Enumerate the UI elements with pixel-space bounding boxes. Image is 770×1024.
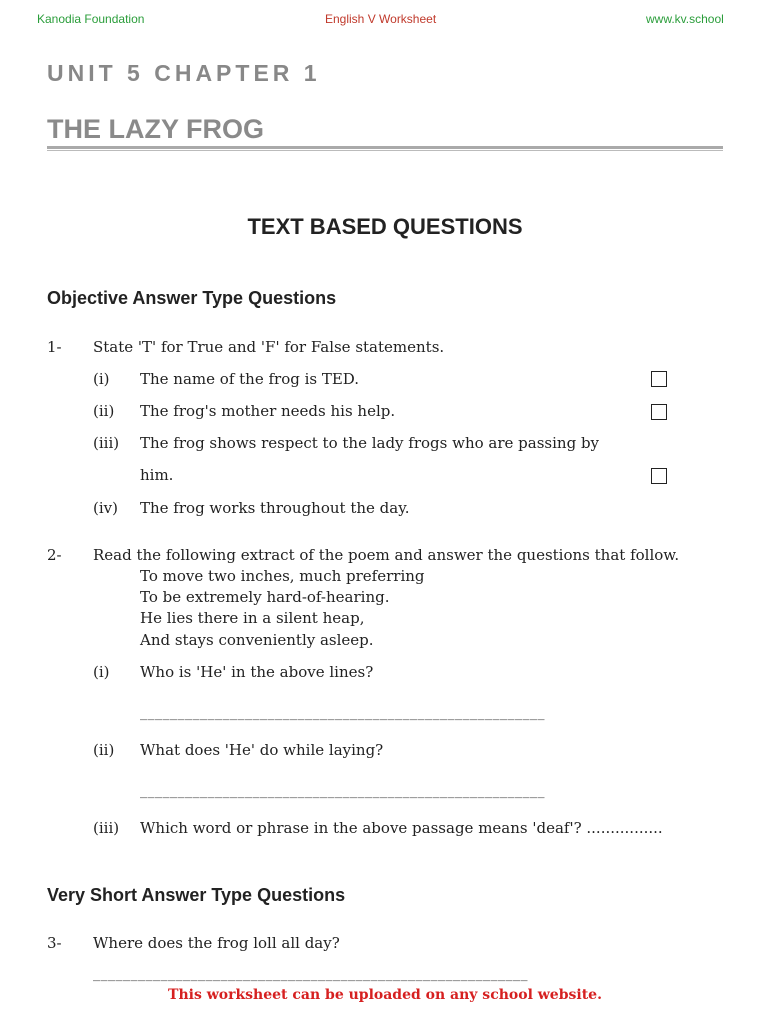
- answer-checkbox[interactable]: [651, 468, 667, 484]
- title-rule: [47, 146, 723, 149]
- section-title: TEXT BASED QUESTIONS: [247, 214, 523, 239]
- answer-checkbox[interactable]: [651, 404, 667, 420]
- chapter-title: THE LAZY FROG: [47, 114, 265, 144]
- poem-line: And stays conveniently asleep.: [140, 631, 374, 649]
- q2-item-roman: (i): [93, 663, 110, 681]
- unit-title: UNIT 5 CHAPTER 1: [47, 60, 321, 86]
- q1-item-text: The frog's mother needs his help.: [140, 402, 396, 420]
- answer-line[interactable]: ______________________________________________________: [140, 783, 545, 799]
- header-center: English V Worksheet: [325, 12, 437, 26]
- q1-item-text: The name of the frog is TED.: [140, 370, 360, 388]
- answer-line[interactable]: ______________________________________________________: [140, 705, 545, 721]
- poem-line: He lies there in a silent heap,: [140, 609, 365, 627]
- q2-prompt: Read the following extract of the poem and answer the questions that follow.: [93, 546, 680, 564]
- q1-item-roman: (i): [93, 370, 110, 388]
- q1-number: 1-: [47, 338, 62, 356]
- header-left: Kanodia Foundation: [37, 12, 145, 26]
- q1-item-roman: (iv): [93, 499, 118, 517]
- header-right: www.kv.school: [646, 12, 724, 26]
- poem-line: To be extremely hard-of-hearing.: [140, 588, 390, 606]
- q2-item-roman: (iii): [93, 819, 120, 837]
- very-short-heading: Very Short Answer Type Questions: [47, 885, 346, 905]
- answer-checkbox[interactable]: [651, 371, 667, 387]
- q1-item-text: The frog works throughout the day.: [140, 499, 410, 517]
- q1-item-roman: (ii): [93, 402, 115, 420]
- q3-number: 3-: [47, 934, 62, 952]
- q2-item-text: What does 'He' do while laying?: [140, 741, 384, 759]
- q1-prompt: State 'T' for True and 'F' for False statements.: [93, 338, 445, 356]
- q2-item-roman: (ii): [93, 741, 115, 759]
- answer-line[interactable]: __________________________________________________________: [93, 966, 528, 982]
- q2-item-text: Who is 'He' in the above lines?: [140, 663, 374, 681]
- q1-item-text: The frog shows respect to the lady frogs who are passing by: [140, 434, 600, 452]
- title-rule-thin: [47, 150, 723, 151]
- objective-heading: Objective Answer Type Questions: [47, 288, 337, 308]
- q1-item-text-continued: him.: [140, 466, 174, 484]
- poem-line: To move two inches, much preferring: [140, 567, 425, 585]
- q2-number: 2-: [47, 546, 62, 564]
- footer-note: This worksheet can be uploaded on any school website.: [168, 987, 602, 1003]
- q2-item-text: Which word or phrase in the above passage means 'deaf'? ................: [140, 819, 663, 837]
- q1-item-roman: (iii): [93, 434, 120, 452]
- q3-text: Where does the frog loll all day?: [93, 934, 340, 952]
